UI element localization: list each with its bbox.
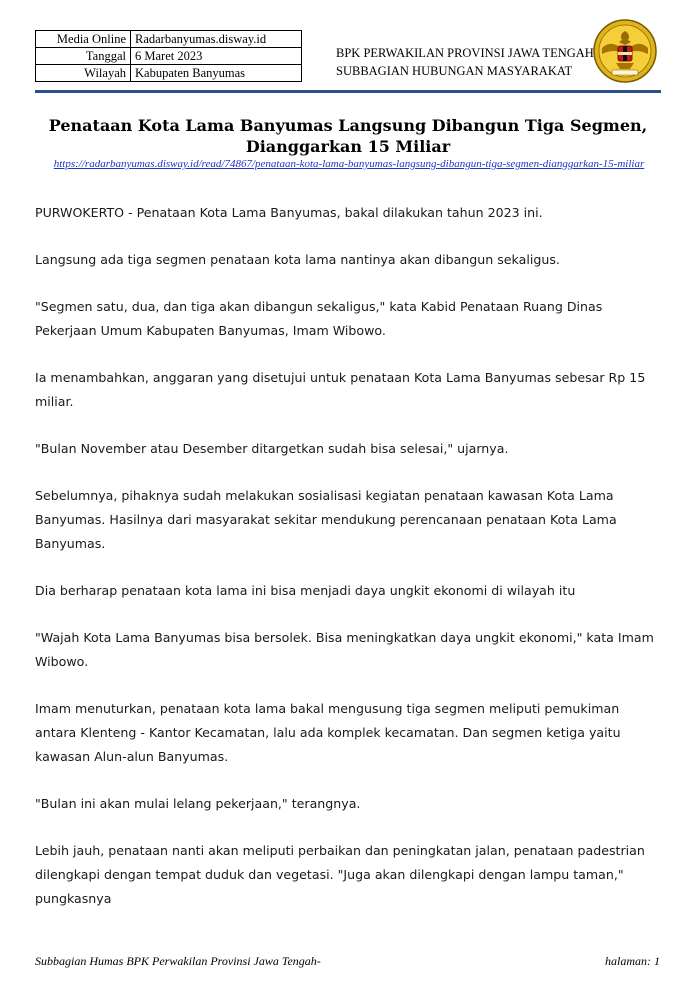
footer-organization: Subbagian Humas BPK Perwakilan Provinsi Jawa Tengah- (35, 954, 321, 968)
article-paragraph: Imam menuturkan, penataan kota lama bakal mengusung tiga segmen meliputi pemukiman antara Klenteng - Kantor Kecamatan, lalu ada komplek kecamatan. Dan segmen ketiga yaitu kawasan Alun-alun Banyumas. (35, 701, 621, 764)
media-info-value: Radarbanyumas.disway.id (131, 31, 302, 48)
media-info-row (36, 65, 302, 82)
garuda-emblem-icon (592, 18, 658, 84)
article-paragraph: Langsung ada tiga segmen penataan kota lama nantinya akan dibangun sekaligus. (35, 252, 560, 267)
media-info-value: 6 Maret 2023 (131, 48, 302, 65)
article-paragraph: Lebih jauh, penataan nanti akan meliputi perbaikan dan peningkatan jalan, penataan padestrian dilengkapi dengan tempat duduk dan vegetasi. "Juga akan dilengkapi dengan lampu taman," pungkasnya (35, 843, 645, 906)
article-paragraph: "Bulan November atau Desember ditargetkan sudah bisa selesai," ujarnya. (35, 441, 509, 456)
article-paragraph: Ia menambahkan, anggaran yang disetujui untuk penataan Kota Lama Banyumas sebesar Rp 15 miliar. (35, 370, 646, 409)
page-number: halaman: 1 (605, 954, 660, 968)
article-paragraph: "Segmen satu, dua, dan tiga akan dibangun sekaligus," kata Kabid Penataan Ruang Dinas Pekerjaan Umum Kabupaten Banyumas, Imam Wibowo. (35, 299, 603, 338)
header-divider (35, 90, 661, 93)
org-division: SUBBAGIAN HUBUNGAN MASYARAKAT (336, 64, 573, 78)
article-paragraph: Dia berharap penataan kota lama ini bisa menjadi daya ungkit ekonomi di wilayah itu (35, 583, 576, 598)
source-link[interactable]: https://radarbanyumas.disway.id/read/74867/penataan-kota-lama-banyumas-langsung-dibangun-tiga-segmen-dianggarkan-15-miliar (53, 158, 645, 170)
media-info-row (36, 48, 302, 65)
media-info-label: Wilayah (36, 65, 131, 82)
article-paragraph: "Bulan ini akan mulai lelang pekerjaan," terangnya. (35, 796, 361, 811)
media-info-row (36, 31, 302, 48)
org-name: BPK PERWAKILAN PROVINSI JAWA TENGAH (336, 46, 594, 60)
media-info-label: Tanggal (36, 48, 131, 65)
media-info-table (35, 30, 302, 82)
article-body (35, 201, 663, 934)
article-paragraph: PURWOKERTO - Penataan Kota Lama Banyumas, bakal dilakukan tahun 2023 ini. (35, 205, 543, 220)
media-info-label: Media Online (36, 31, 131, 48)
article-paragraph: "Wajah Kota Lama Banyumas bisa bersolek. Bisa meningkatkan daya ungkit ekonomi," kata Imam Wibowo. (35, 630, 654, 669)
org-header (336, 44, 594, 80)
article-title (40, 115, 656, 157)
article-paragraph: Sebelumnya, pihaknya sudah melakukan sosialisasi kegiatan penataan kawasan Kota Lama Banyumas. Hasilnya dari masyarakat sekitar mendukung perencanaan penataan Kota Lama Banyumas. (35, 488, 617, 551)
article-title-line: Penataan Kota Lama Banyumas Langsung Dibangun Tiga Segmen, (48, 116, 648, 135)
article-title-line: Dianggarkan 15 Miliar (245, 137, 451, 156)
media-info-value: Kabupaten Banyumas (131, 65, 302, 82)
